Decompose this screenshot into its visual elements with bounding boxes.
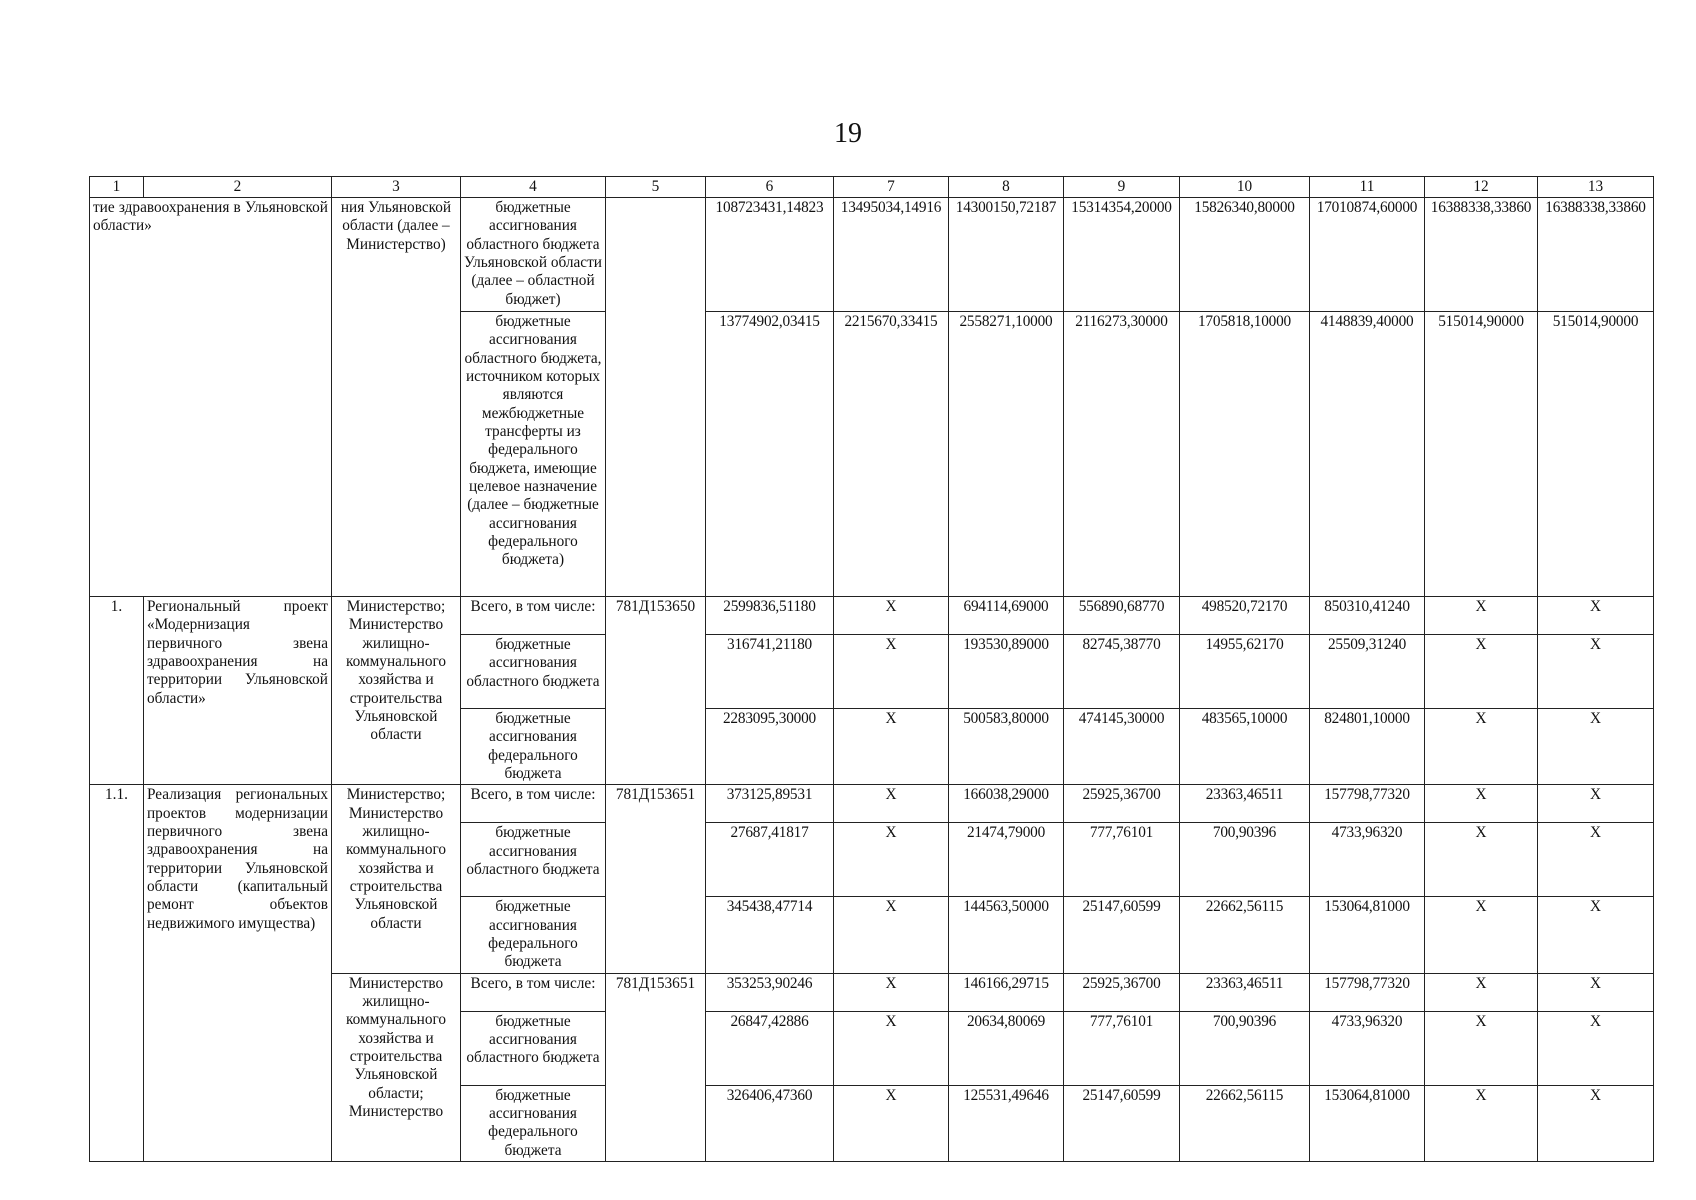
value-cell: 13495034,14916 [834,198,949,312]
value-cell: 146166,29715 [949,973,1064,1011]
col-header: 3 [332,177,461,198]
value-cell: 4733,96320 [1310,823,1425,897]
value-cell: 21474,79000 [949,823,1064,897]
value-cell: 16388338,33860 [1425,198,1538,312]
col-header: 2 [144,177,332,198]
value-cell: X [834,635,949,709]
executor-cell: Министерство жилищно-коммунального хозяйства и строительства Ульяновской области; Министерство [332,973,461,1161]
value-cell: 353253,90246 [706,973,834,1011]
budget-table [89,176,1654,1162]
project-name: Реализация региональных проектов модернизации первичного звена здравоохранения на территории Ульяновской области (капитальный ремонт объектов недвижимого имущества) [144,785,332,1162]
value-cell: X [1425,785,1538,823]
value-cell: 193530,89000 [949,635,1064,709]
value-cell: 27687,41817 [706,823,834,897]
value-cell: 483565,10000 [1180,709,1310,785]
value-cell: X [834,1085,949,1161]
value-cell: 25509,31240 [1310,635,1425,709]
value-cell: 15826340,80000 [1180,198,1310,312]
value-cell: 25147,60599 [1064,897,1180,973]
value-cell: 777,76101 [1064,1011,1180,1085]
value-cell: 515014,90000 [1538,312,1654,597]
value-cell: 2283095,30000 [706,709,834,785]
value-cell: 2599836,51180 [706,597,834,635]
page-number: 19 [834,118,862,149]
col-header: 5 [606,177,706,198]
value-cell: 2116273,30000 [1064,312,1180,597]
value-cell: 1705818,10000 [1180,312,1310,597]
value-cell: X [1538,785,1654,823]
source-cell: бюджетные ассигнования областного бюджета [461,823,606,897]
col-header: 13 [1538,177,1654,198]
col-header: 9 [1064,177,1180,198]
value-cell: 777,76101 [1064,823,1180,897]
value-cell: 700,90396 [1180,1011,1310,1085]
code-cell: 781Д153650 [606,597,706,785]
value-cell: 4148839,40000 [1310,312,1425,597]
project-name: Региональный проект «Модернизация первичного звена здравоохранения на территории Ульяновской области» [144,597,332,785]
value-cell: X [834,597,949,635]
header-row [90,177,1654,198]
source-cell: Всего, в том числе: [461,785,606,823]
value-cell: 500583,80000 [949,709,1064,785]
value-cell: X [1425,1085,1538,1161]
value-cell: 108723431,14823 [706,198,834,312]
value-cell: X [1538,635,1654,709]
value-cell: 125531,49646 [949,1085,1064,1161]
value-cell: 13774902,03415 [706,312,834,597]
value-cell: 345438,47714 [706,897,834,973]
value-cell: X [834,973,949,1011]
value-cell: 2558271,10000 [949,312,1064,597]
value-cell: X [1425,973,1538,1011]
value-cell: 850310,41240 [1310,597,1425,635]
value-cell: 22662,56115 [1180,1085,1310,1161]
value-cell: X [1538,597,1654,635]
source-cell: бюджетные ассигнования областного бюджета, источником которых являются межбюджетные трансферты из федерального бюджета, имеющие целевое назначение (далее – бюджетные ассигнования федерального бюджета) [461,312,606,597]
value-cell: X [1538,897,1654,973]
source-cell: бюджетные ассигнования областного бюджета [461,1011,606,1085]
value-cell: 22662,56115 [1180,897,1310,973]
value-cell: X [1425,635,1538,709]
row-number: 1. [90,597,144,785]
value-cell: X [1538,709,1654,785]
value-cell: 25925,36700 [1064,785,1180,823]
value-cell: 474145,30000 [1064,709,1180,785]
value-cell: X [1425,1011,1538,1085]
col-header: 4 [461,177,606,198]
value-cell: X [1538,1011,1654,1085]
col-header: 12 [1425,177,1538,198]
value-cell: 4733,96320 [1310,1011,1425,1085]
value-cell: 498520,72170 [1180,597,1310,635]
value-cell: 153064,81000 [1310,1085,1425,1161]
value-cell: 15314354,20000 [1064,198,1180,312]
value-cell: X [1538,823,1654,897]
value-cell: 157798,77320 [1310,973,1425,1011]
col-header: 10 [1180,177,1310,198]
value-cell: X [1425,709,1538,785]
source-cell: Всего, в том числе: [461,597,606,635]
value-cell: 23363,46511 [1180,973,1310,1011]
source-cell: Всего, в том числе: [461,973,606,1011]
source-cell: бюджетные ассигнования областного бюджета Ульяновской области (далее – областной бюджет) [461,198,606,312]
value-cell: X [834,785,949,823]
value-cell: 17010874,60000 [1310,198,1425,312]
value-cell: X [1425,823,1538,897]
value-cell: 82745,38770 [1064,635,1180,709]
executor-cell: Министерство; Министерство жилищно-коммунального хозяйства и строительства Ульяновской области [332,785,461,973]
value-cell: 25147,60599 [1064,1085,1180,1161]
executor-cell: Министерство; Министерство жилищно-коммунального хозяйства и строительства Ульяновской области [332,597,461,785]
value-cell: X [834,897,949,973]
value-cell: 373125,89531 [706,785,834,823]
value-cell: 14955,62170 [1180,635,1310,709]
source-cell: бюджетные ассигнования федерального бюджета [461,709,606,785]
value-cell: 824801,10000 [1310,709,1425,785]
source-cell: бюджетные ассигнования областного бюджета [461,635,606,709]
value-cell: 20634,80069 [949,1011,1064,1085]
col-header: 6 [706,177,834,198]
table-row [90,785,1654,823]
value-cell: 515014,90000 [1425,312,1538,597]
value-cell: X [834,823,949,897]
table-row [90,198,1654,312]
source-cell: бюджетные ассигнования федерального бюджета [461,897,606,973]
value-cell: 700,90396 [1180,823,1310,897]
value-cell: 23363,46511 [1180,785,1310,823]
col-header: 1 [90,177,144,198]
table-row [90,597,1654,635]
col-header: 7 [834,177,949,198]
value-cell: X [1425,597,1538,635]
cont-executor-cell: ния Ульяновской области (далее – Министерство) [332,198,461,597]
value-cell: 14300150,72187 [949,198,1064,312]
source-cell: бюджетные ассигнования федерального бюджета [461,1085,606,1161]
value-cell: 26847,42886 [706,1011,834,1085]
value-cell: 144563,50000 [949,897,1064,973]
value-cell: 25925,36700 [1064,973,1180,1011]
value-cell: X [834,709,949,785]
value-cell: X [834,1011,949,1085]
value-cell: 326406,47360 [706,1085,834,1161]
value-cell: 316741,21180 [706,635,834,709]
code-cell: 781Д153651 [606,973,706,1161]
value-cell: 694114,69000 [949,597,1064,635]
value-cell: X [1425,897,1538,973]
cont-name-cell: тие здравоохранения в Ульяновской области» [90,198,332,597]
value-cell: 556890,68770 [1064,597,1180,635]
value-cell: 157798,77320 [1310,785,1425,823]
row-number: 1.1. [90,785,144,1162]
code-cell: 781Д153651 [606,785,706,973]
value-cell: 2215670,33415 [834,312,949,597]
value-cell: 166038,29000 [949,785,1064,823]
value-cell: X [1538,1085,1654,1161]
col-header: 11 [1310,177,1425,198]
value-cell: 153064,81000 [1310,897,1425,973]
col-header: 8 [949,177,1064,198]
value-cell: X [1538,973,1654,1011]
code-cell [606,198,706,597]
value-cell: 16388338,33860 [1538,198,1654,312]
